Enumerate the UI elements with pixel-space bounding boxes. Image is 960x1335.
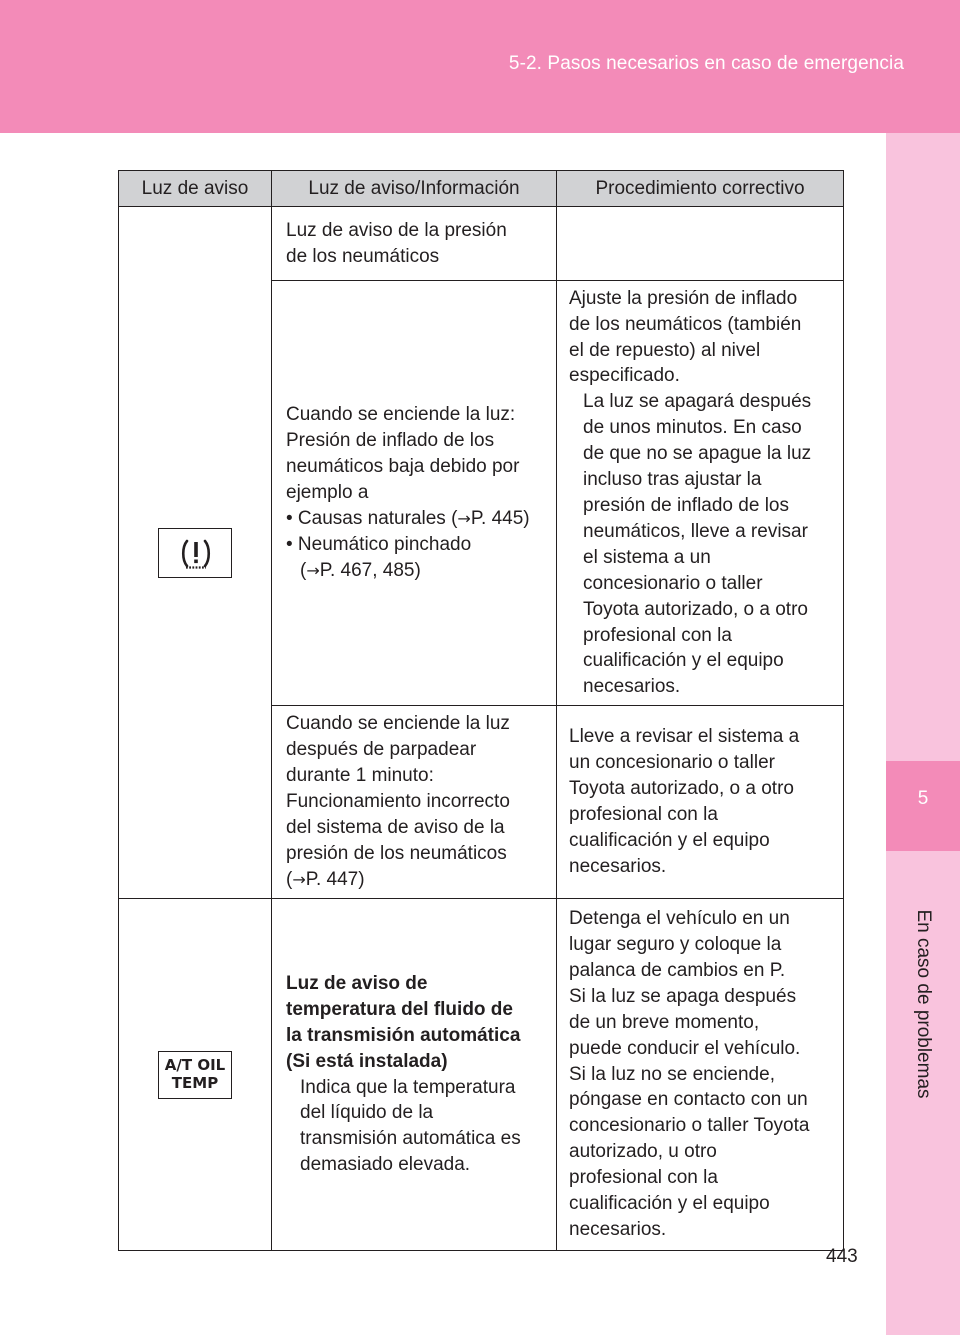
arrow-icon: →	[457, 508, 471, 528]
at-oil-icon-cell	[119, 899, 272, 1251]
tpms-title: Luz de aviso de la presión de los neumáticos	[272, 207, 557, 281]
tire-pressure-warning-icon	[158, 528, 232, 578]
header-info: Luz de aviso/Información	[272, 171, 557, 207]
tpms-icon-cell	[119, 207, 272, 899]
tpms-case2-procedure: Lleve a revisar el sistema a un concesionario o taller Toyota autorizado, o a otro profesional con la cualificación y el equipo necesarios.	[557, 706, 844, 899]
arrow-icon: →	[292, 869, 306, 889]
at-oil-temp-icon: A/T OIL TEMP	[158, 1051, 232, 1099]
tpms-case2-info: Cuando se enciende la luz después de parpadear durante 1 minuto: Funcionamiento incorrecto del sistema de aviso de la presión de los neumáticos (→P. 447)	[272, 706, 557, 899]
tpms-case1-info: Cuando se enciende la luz: Presión de inflado de los neumáticos baja debido por ejemplo a • Causas naturales (→P. 445) • Neumático pinchado (→P. 467, 485)	[272, 281, 557, 706]
arrow-icon: →	[306, 560, 320, 580]
chapter-side-tab	[886, 133, 960, 1335]
at-oil-info: Luz de aviso de temperatura del fluido de la transmisión automática (Si está instalada) Indica que la temperatura del líquido de la transmisión automática es demasiado elevada.	[272, 899, 557, 1251]
chapter-number: 5	[917, 788, 929, 809]
header-warning-light: Luz de aviso	[119, 171, 272, 207]
tpms-case1-procedure: Ajuste la presión de inflado de los neumáticos (también el de repuesto) al nivel especificado. La luz se apagará después de unos minutos. En caso de que no se apague la luz incluso tras ajustar la presión de inflado de los neumáticos, lleve a revisar el sistema a un concesionario o taller Toyota autorizado, o a otro profesional con la cualificación y el equipo necesarios.	[557, 281, 844, 706]
warning-lights-table	[118, 170, 844, 1251]
header-procedure: Procedimiento correctivo	[557, 171, 844, 207]
page-number: 443	[826, 1246, 858, 1267]
tpms-title-procedure-empty	[557, 207, 844, 281]
at-oil-procedure: Detenga el vehículo en un lugar seguro y coloque la palanca de cambios en P. Si la luz se apaga después de un breve momento, puede conducir el vehículo. Si la luz no se enciende, póngase en contacto con un concesionario o taller Toyota autorizado, u otro profesional con la cualificación y el equipo necesarios.	[557, 899, 844, 1251]
table-row	[119, 207, 844, 281]
table-header-row	[119, 171, 844, 207]
table-row	[119, 899, 844, 1251]
chapter-title: En caso de problemas	[913, 909, 934, 1099]
section-title: 5-2. Pasos necesarios en caso de emergencia	[508, 53, 904, 74]
